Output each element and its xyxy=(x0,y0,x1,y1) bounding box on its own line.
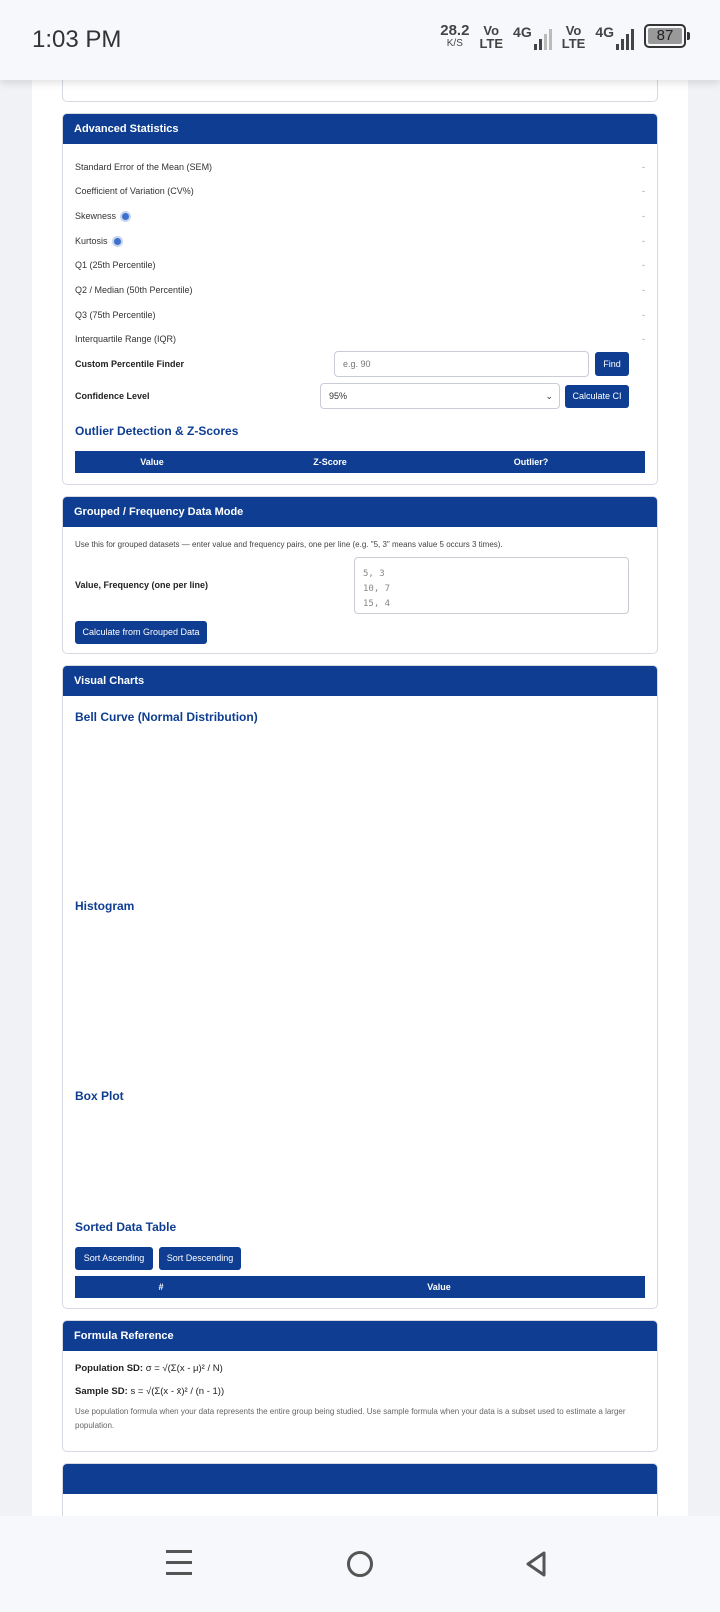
status-bar xyxy=(0,0,720,80)
sort-descending-button[interactable]: Sort Descending xyxy=(159,1247,241,1270)
formula-reference-card xyxy=(62,1320,658,1452)
percentile-input[interactable] xyxy=(334,351,589,377)
col-value: Value xyxy=(427,1282,451,1292)
calculate-ci-button[interactable]: Calculate CI xyxy=(565,385,629,408)
volte-2-icon: Vo LTE xyxy=(561,23,586,51)
histogram-chart xyxy=(75,921,647,1081)
visual-charts-card xyxy=(62,665,658,1309)
speed-unit: K/S xyxy=(446,38,463,49)
back-icon[interactable] xyxy=(524,1550,548,1578)
stat-row-q1: Q1 (25th Percentile) - xyxy=(75,260,645,270)
col-outlier: Outlier? xyxy=(513,457,549,467)
signal-1-icon: 4G xyxy=(513,24,552,50)
confidence-value: 95% xyxy=(329,391,348,401)
find-button[interactable]: Find xyxy=(595,352,629,376)
box-plot-title: Box Plot xyxy=(75,1089,124,1103)
home-icon[interactable] xyxy=(347,1551,373,1577)
recent-apps-icon[interactable] xyxy=(166,1550,192,1578)
histogram-title: Histogram xyxy=(75,899,135,913)
stat-row-cv: Coefficient of Variation (CV%) - xyxy=(75,186,645,196)
bell-curve-chart xyxy=(75,732,647,892)
card-title: Formula Reference xyxy=(63,1321,657,1351)
grouped-data-card xyxy=(62,496,658,654)
sample-sd-formula: Sample SD: s = √(Σ(x - x̄)² / (n - 1)) xyxy=(75,1386,225,1397)
info-icon[interactable] xyxy=(120,211,131,222)
col-zscore: Z-Score xyxy=(313,457,347,467)
advanced-statistics-card xyxy=(62,113,658,485)
battery-icon xyxy=(644,24,690,48)
info-icon[interactable] xyxy=(112,236,123,247)
confidence-label: Confidence Level xyxy=(75,391,150,401)
stat-row-kurtosis: Kurtosis - xyxy=(75,236,645,246)
card-title: Visual Charts xyxy=(63,666,657,696)
sort-ascending-button[interactable]: Sort Ascending xyxy=(75,1247,153,1270)
next-card xyxy=(62,1463,658,1516)
stat-row-iqr: Interquartile Range (IQR) - xyxy=(75,334,645,344)
population-sd-formula: Population SD: σ = √(Σ(x - μ)² / N) xyxy=(75,1363,223,1374)
outlier-table-header xyxy=(75,451,645,473)
stat-row-skewness: Skewness - xyxy=(75,211,645,221)
volte-1-icon: Vo LTE xyxy=(479,23,504,51)
clock: 1:03 PM xyxy=(32,26,122,53)
speed-value: 28.2 xyxy=(440,22,470,39)
percentile-label: Custom Percentile Finder xyxy=(75,359,185,369)
chevron-down-icon: ⌄ xyxy=(545,391,553,401)
confidence-select[interactable] xyxy=(320,383,560,409)
sorted-table-title: Sorted Data Table xyxy=(75,1220,177,1234)
formula-note: Use population formula when your data represents the entire group being studied. Use sample formula when your data is a subset used to estimate a larger population. xyxy=(75,1407,626,1430)
grouped-field-label: Value, Frequency (one per line) xyxy=(75,580,209,590)
stat-row-q3: Q3 (75th Percentile) - xyxy=(75,310,645,320)
bell-curve-title: Bell Curve (Normal Distribution) xyxy=(75,710,258,724)
sorted-table-header xyxy=(75,1276,645,1298)
stat-row-sem: Standard Error of the Mean (SEM) - xyxy=(75,162,645,172)
calculate-grouped-button[interactable]: Calculate from Grouped Data xyxy=(75,621,207,644)
col-index: # xyxy=(158,1282,164,1292)
grouped-data-textarea[interactable]: 5, 3 10, 7 15, 4 xyxy=(354,557,629,614)
card-title: Grouped / Frequency Data Mode xyxy=(63,497,657,527)
previous-card xyxy=(62,80,658,102)
grouped-note: Use this for grouped datasets — enter value and frequency pairs, one per line (e.g. "5, 3" means value 5 occurs 3 times). xyxy=(75,540,503,549)
box-plot-chart xyxy=(75,1111,647,1211)
battery-level: 87 xyxy=(648,28,682,44)
card-title: Advanced Statistics xyxy=(63,114,657,144)
outlier-title: Outlier Detection & Z-Scores xyxy=(75,424,239,438)
stat-row-q2: Q2 / Median (50th Percentile) - xyxy=(75,285,645,295)
network-speed xyxy=(440,24,469,50)
navigation-bar xyxy=(0,1516,720,1612)
page-content xyxy=(32,80,688,1516)
signal-2-icon: 4G xyxy=(595,24,634,50)
status-icons xyxy=(440,24,690,50)
col-value: Value xyxy=(140,457,164,467)
